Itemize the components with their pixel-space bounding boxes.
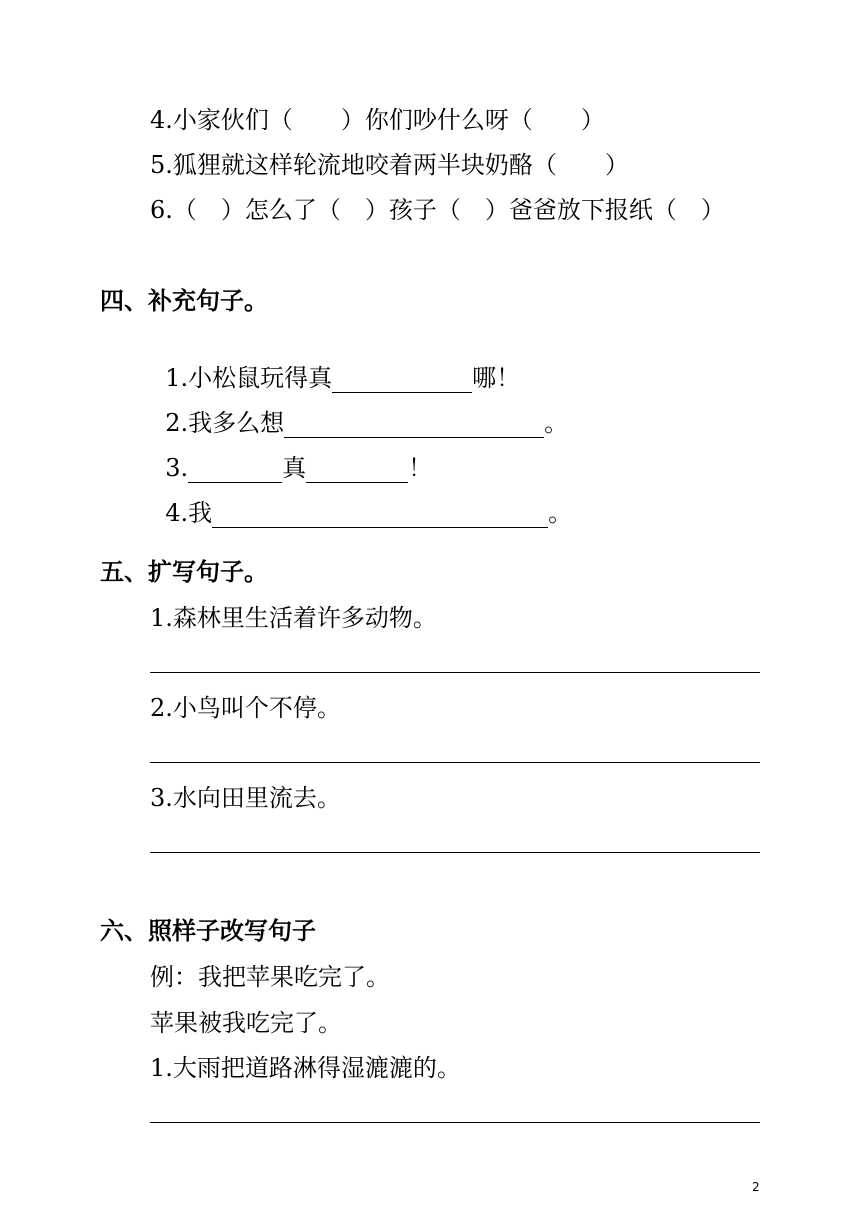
sentence-1-suffix: 哪！ [472,364,521,392]
section-5-title: 五、扩写句子。 [100,558,268,586]
answer-line-2[interactable] [150,762,760,763]
sentence-3-prefix: 3. [165,454,189,482]
sentence-2-prefix: 2.我多么想 [165,409,285,437]
sentence-4-blank[interactable] [212,503,548,528]
answer-line-3[interactable] [150,852,760,853]
example-sentence: 例：我把苹果吃完了。 [150,963,390,991]
sentence-3-middle: 真 [282,454,307,482]
answer-line-4[interactable] [150,1122,760,1123]
sentence-3-suffix: ！ [408,454,433,482]
sentence-2-suffix: 。 [544,409,569,437]
complete-sentence-4 [150,468,572,528]
section-6-title: 六、照样子改写句子 [100,917,316,945]
section-4-title: 四、补充句子。 [100,287,268,315]
rewrite-sentence-1: 1.大雨把道路淋得湿漉漉的。 [150,1054,461,1082]
punctuation-item-6: 6.（ ）怎么了（ ）孩子（ ）爸爸放下报纸（ ） [150,196,725,224]
expand-sentence-1: 1.森林里生活着许多动物。 [150,604,437,632]
example-answer: 苹果被我吃完了。 [150,1009,342,1037]
sentence-4-prefix: 4.我 [165,499,213,527]
expand-sentence-2: 2.小鸟叫个不停。 [150,694,341,722]
sentence-4-suffix: 。 [548,499,573,527]
punctuation-item-5: 5.狐狸就这样轮流地咬着两半块奶酪（ ） [150,151,629,179]
expand-sentence-3: 3.水向田里流去。 [150,784,341,812]
punctuation-item-4: 4.小家伙们（ ）你们吵什么呀（ ） [150,106,605,134]
answer-line-1[interactable] [150,672,760,673]
page-number: 2 [752,1180,760,1194]
sentence-1-prefix: 1.小松鼠玩得真 [165,364,333,392]
